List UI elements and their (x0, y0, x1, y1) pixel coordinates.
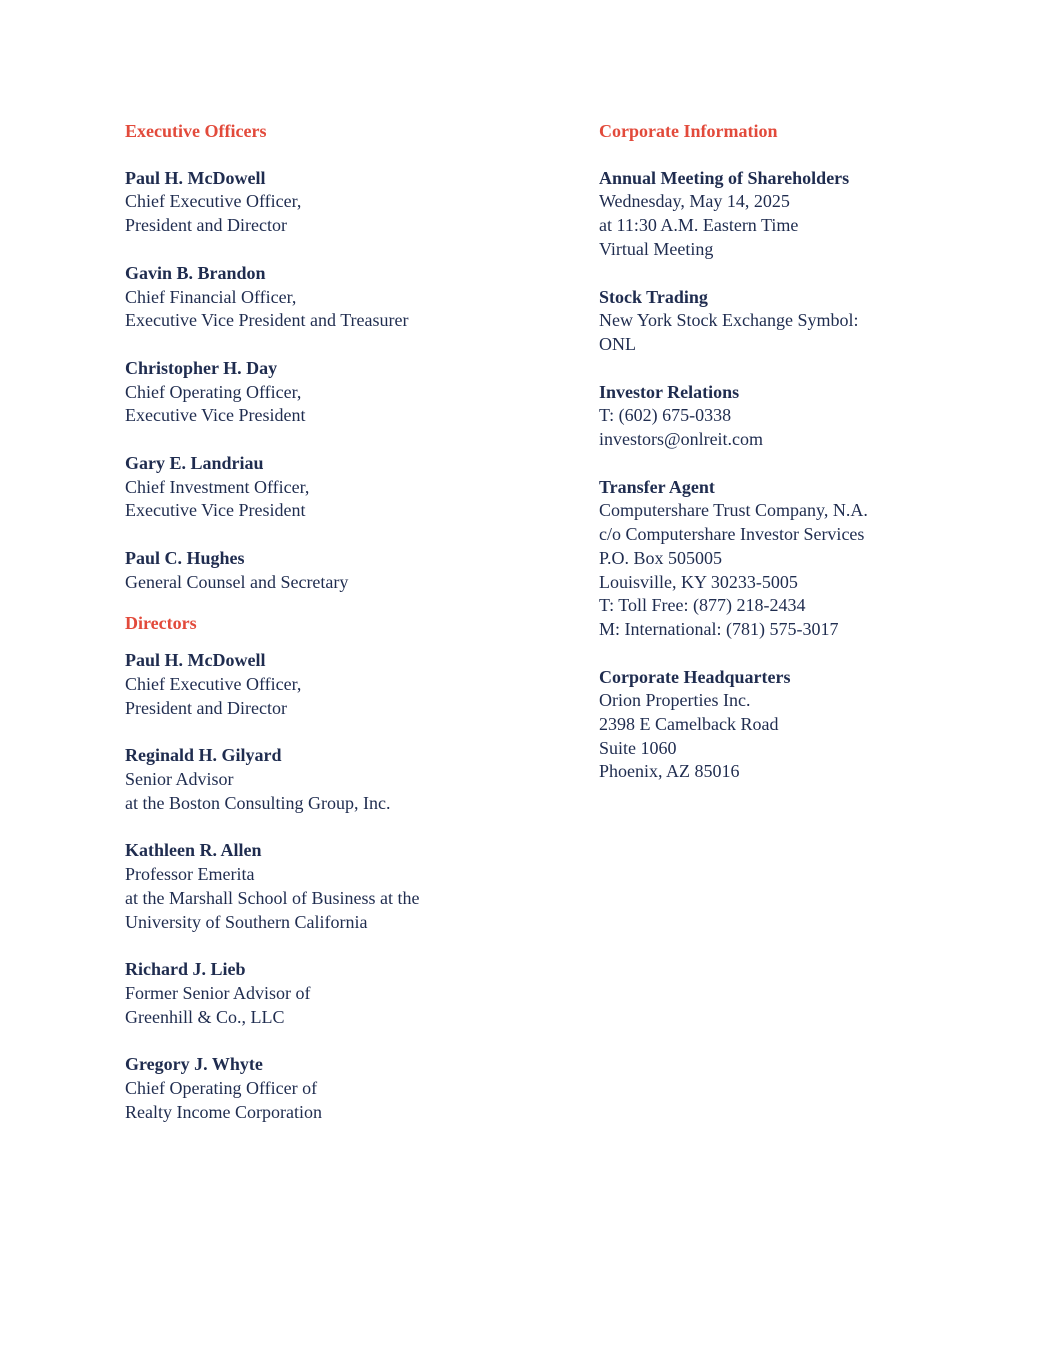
entry-name: Richard J. Lieb (125, 959, 246, 980)
entry-name: Paul H. McDowell (125, 167, 266, 188)
entry-name: Corporate Headquarters (599, 666, 791, 687)
section-heading-executive-officers: Executive Officers (125, 121, 267, 141)
entry-line: Executive Vice President (125, 405, 306, 426)
entry-line: Realty Income Corporation (125, 1101, 322, 1122)
entry-line: 2398 E Camelback Road (599, 714, 779, 735)
entry-line: Executive Vice President (125, 500, 306, 521)
director-entry (125, 744, 575, 815)
entry-line: Senior Advisor (125, 769, 234, 790)
entry-line: c/o Computershare Investor Services (599, 524, 865, 545)
entry-name: Reginald H. Gilyard (125, 745, 282, 766)
entry-name: Gavin B. Brandon (125, 262, 266, 283)
entry-line: University of Southern California (125, 911, 368, 932)
entry-line: General Counsel and Secretary (125, 571, 349, 592)
entry-name: Paul H. McDowell (125, 650, 266, 671)
entry-name: Investor Relations (599, 381, 740, 402)
entry-line: Orion Properties Inc. (599, 690, 751, 711)
right-column (599, 120, 1049, 808)
phone-text: T: Toll Free: (877) 218-2434 (599, 595, 806, 616)
entry-line: Phoenix, AZ 85016 (599, 761, 740, 782)
section-heading-directors: Directors (125, 612, 197, 633)
info-entry-investor-relations (599, 381, 1049, 452)
entry-name: Annual Meeting of Shareholders (599, 167, 850, 188)
director-entry (125, 839, 575, 934)
officer-entry (125, 452, 575, 523)
entry-line: Chief Executive Officer, (125, 673, 302, 694)
entry-name: Kathleen R. Allen (125, 840, 262, 861)
section-heading-corporate-information: Corporate Information (599, 121, 778, 141)
entry-line: Professor Emerita (125, 864, 255, 885)
entry-line: Computershare Trust Company, N.A. (599, 500, 868, 521)
info-entry-corporate-headquarters (599, 666, 1049, 785)
officer-entry (125, 167, 575, 238)
info-entry-transfer-agent (599, 476, 1049, 642)
entry-line: Suite 1060 (599, 737, 677, 758)
entry-line: President and Director (125, 697, 287, 718)
officer-entry (125, 262, 575, 333)
entry-line: at the Boston Consulting Group, Inc. (125, 792, 391, 813)
left-column (125, 120, 575, 1149)
entry-line: Chief Operating Officer, (125, 381, 302, 402)
director-entry (125, 1053, 575, 1124)
director-entry (125, 958, 575, 1029)
entry-line: Chief Investment Officer, (125, 476, 310, 497)
entry-name: Gregory J. Whyte (125, 1054, 263, 1075)
entry-name: Transfer Agent (599, 476, 715, 497)
entry-line: President and Director (125, 215, 287, 236)
entry-name: Christopher H. Day (125, 357, 278, 378)
entry-line: Greenhill & Co., LLC (125, 1006, 285, 1027)
entry-line: New York Stock Exchange Symbol: (599, 310, 859, 331)
entry-line: Former Senior Advisor of (125, 982, 311, 1003)
entry-name: Paul C. Hughes (125, 548, 245, 569)
entry-line: Chief Executive Officer, (125, 191, 302, 212)
info-entry-stock-trading (599, 286, 1049, 357)
ticker-symbol: ONL (599, 333, 636, 354)
entry-line: at the Marshall School of Business at the (125, 887, 420, 908)
entry-line: Executive Vice President and Treasurer (125, 310, 409, 331)
entry-line: Louisville, KY 30233-5005 (599, 571, 798, 592)
entry-line: Chief Operating Officer of (125, 1078, 318, 1099)
officer-entry (125, 547, 575, 594)
entry-line: Chief Financial Officer, (125, 286, 297, 307)
officer-entry (125, 357, 575, 428)
info-entry-annual-meeting (599, 167, 1049, 262)
phone-text: M: International: (781) 575-3017 (599, 618, 839, 639)
entry-line: Virtual Meeting (599, 238, 714, 259)
phone-text: T: (602) 675-0338 (599, 405, 732, 426)
entry-line: Wednesday, May 14, 2025 (599, 191, 790, 212)
email-text: investors@onlreit.com (599, 429, 764, 450)
director-entry (125, 649, 575, 720)
entry-name: Stock Trading (599, 286, 708, 307)
entry-line: P.O. Box 505005 (599, 547, 723, 568)
entry-name: Gary E. Landriau (125, 453, 264, 474)
entry-line: at 11:30 A.M. Eastern Time (599, 215, 799, 236)
